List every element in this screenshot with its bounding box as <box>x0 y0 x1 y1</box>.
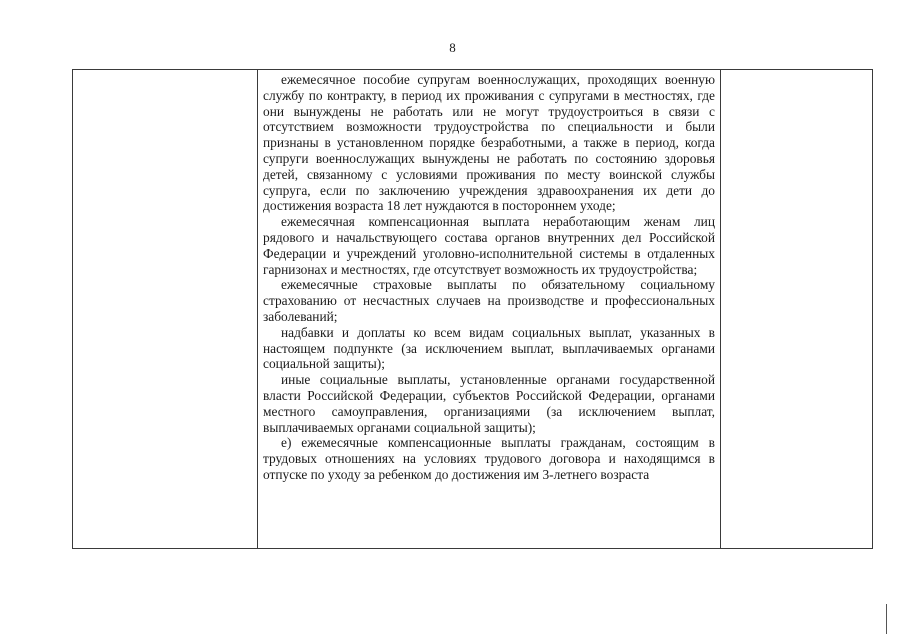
cell-text <box>258 70 720 483</box>
paragraph-childcare-compensation: е) ежемесячные компенсационные выплаты гражданам, состоящим в трудовых отношениях на условиях трудового договора и находящимся в отпуске по уходу за ребенком до достижения им 3-летнего возраста <box>263 435 715 482</box>
right-column-cell <box>721 70 873 549</box>
paragraph-supplements: надбавки и доплаты ко всем видам социальных выплат, указанных в настоящем подпункте (за исключением выплат, выплачиваемых органами социальной защиты); <box>263 324 715 372</box>
paragraph-wives-compensation: ежемесячная компенсационная выплата неработающим женам лиц рядового и начальствующего состава органов внутренних дел Российской Федерации и учреждений уголовно-исполнительной системы в отдаленных гарнизонах и местностях, где отсутствует возможность их трудоустройства; <box>263 214 715 277</box>
scan-margin-mark <box>886 604 887 634</box>
document-table <box>72 69 873 549</box>
text-column-cell <box>258 70 721 549</box>
table-row <box>73 70 873 549</box>
page-number: 8 <box>449 40 456 55</box>
paragraph-spouse-allowance: ежемесячное пособие супругам военнослужащих, проходящих военную службу по контракту, в период их проживания с супругами в местностях, где они вынуждены не работать или не могут трудоустроиться в связи с отсутствием возможности трудоустройства по специальности и были признаны в установленном порядке безработными, а также в период, когда супруги военнослужащих вынуждены не работать по состоянию здоровья детей, связанному с условиями проживания по месту воинской службы супруга, если по заключению учреждения здравоохранения их дети до достижения возраста 18 лет нуждаются в постороннем уходе; <box>263 72 715 214</box>
paragraph-insurance-payments: ежемесячные страховые выплаты по обязательному социальному страхованию от несчастных случаев на производстве и профессиональных заболеваний; <box>263 277 715 324</box>
paragraph-other-payments: иные социальные выплаты, установленные органами государственной власти Российской Федерации, субъектов Российской Федерации, органами местного самоуправления, организациями (за исключением выплат, выплачиваемых органами социальной защиты); <box>263 372 715 435</box>
left-column-cell <box>73 70 258 549</box>
